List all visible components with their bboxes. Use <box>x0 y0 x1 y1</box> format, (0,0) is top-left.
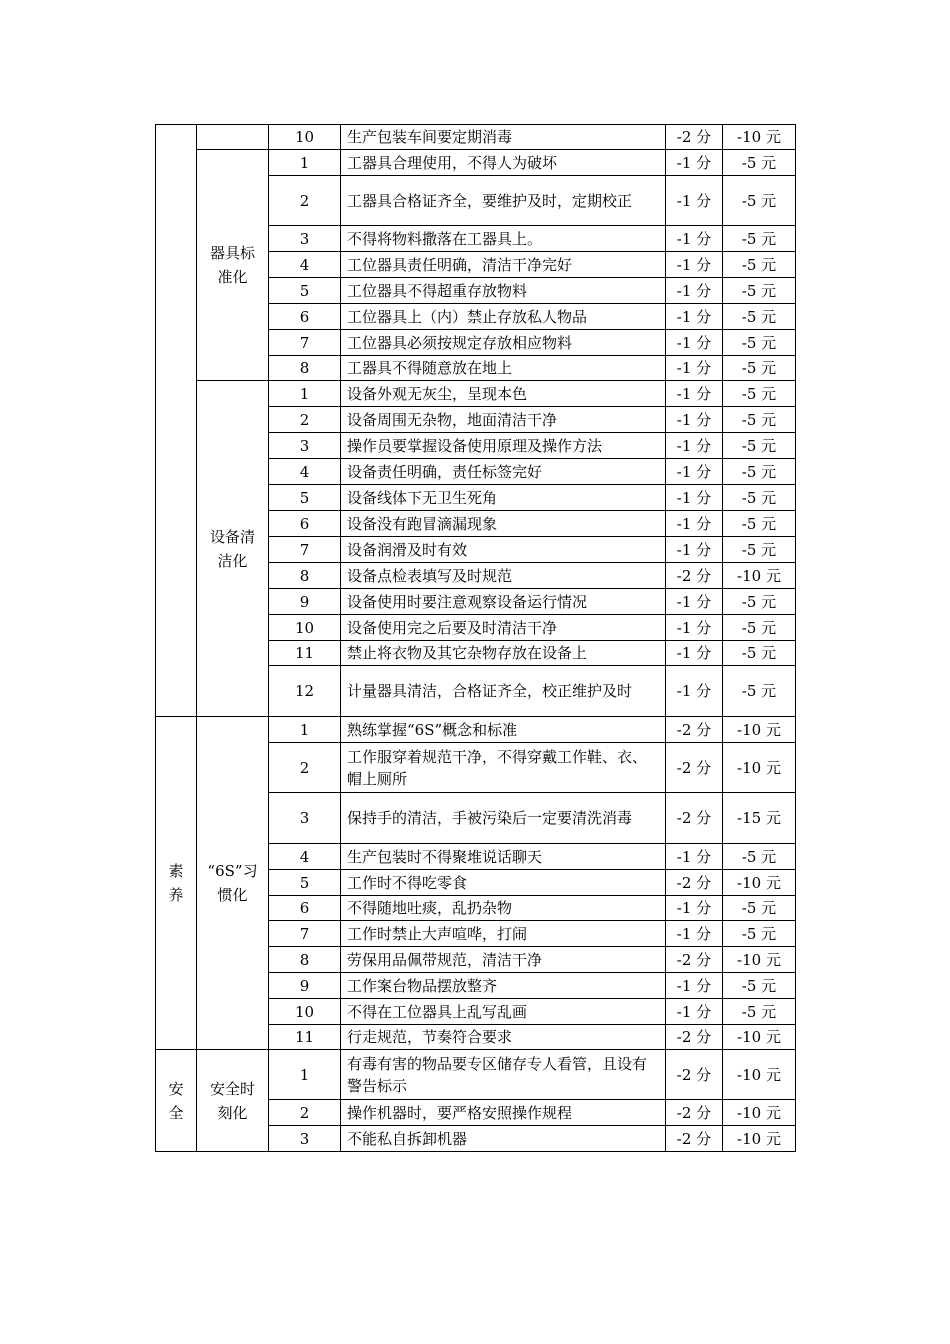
item-number: 6 <box>269 304 341 330</box>
penalty-fine: -5 元 <box>723 973 796 999</box>
item-content: 工器具不得随意放在地上 <box>341 356 666 381</box>
item-number: 8 <box>269 947 341 973</box>
penalty-fine: -5 元 <box>723 511 796 537</box>
item-number: 1 <box>269 1050 341 1100</box>
penalty-points: -1 分 <box>666 641 723 666</box>
item-number: 7 <box>269 921 341 947</box>
item-number: 1 <box>269 150 341 176</box>
item-number: 4 <box>269 252 341 278</box>
item-content: 保持手的清洁，手被污染后一定要清洗消毒 <box>341 793 666 844</box>
item-content: 设备周围无杂物，地面清洁干净 <box>341 407 666 433</box>
penalty-points: -1 分 <box>666 304 723 330</box>
item-content: 行走规范，节奏符合要求 <box>341 1025 666 1050</box>
item-content: 生产包装车间要定期消毒 <box>341 125 666 150</box>
item-number: 3 <box>269 1126 341 1152</box>
item-content: 劳保用品佩带规范，清洁干净 <box>341 947 666 973</box>
penalty-fine: -10 元 <box>723 1025 796 1050</box>
penalty-fine: -5 元 <box>723 589 796 615</box>
item-number: 4 <box>269 459 341 485</box>
item-number: 9 <box>269 973 341 999</box>
item-content: 工作案台物品摆放整齐 <box>341 973 666 999</box>
item-content: 工作时禁止大声喧哗，打闹 <box>341 921 666 947</box>
item-content: 设备线体下无卫生死角 <box>341 485 666 511</box>
penalty-points: -1 分 <box>666 433 723 459</box>
item-content: 不能私自拆卸机器 <box>341 1126 666 1152</box>
item-number: 9 <box>269 589 341 615</box>
penalty-points: -1 分 <box>666 407 723 433</box>
penalty-points: -1 分 <box>666 589 723 615</box>
penalty-fine: -5 元 <box>723 407 796 433</box>
penalty-fine: -5 元 <box>723 641 796 666</box>
penalty-fine: -5 元 <box>723 433 796 459</box>
penalty-fine: -5 元 <box>723 150 796 176</box>
item-number: 2 <box>269 743 341 793</box>
item-number: 5 <box>269 278 341 304</box>
item-content: 设备点检表填写及时规范 <box>341 563 666 589</box>
item-content: 禁止将衣物及其它杂物存放在设备上 <box>341 641 666 666</box>
penalty-points: -1 分 <box>666 176 723 226</box>
item-content: 设备使用时要注意观察设备运行情况 <box>341 589 666 615</box>
penalty-points: -1 分 <box>666 356 723 381</box>
item-content: 工位器具责任明确，清洁干净完好 <box>341 252 666 278</box>
subcategory-cell <box>197 1050 269 1152</box>
penalty-points: -2 分 <box>666 1126 723 1152</box>
category-cell <box>156 1050 197 1152</box>
subcategory-label: “6S”习惯化 <box>207 862 258 904</box>
penalty-fine: -5 元 <box>723 252 796 278</box>
item-content: 设备润滑及时有效 <box>341 537 666 563</box>
penalty-fine: -10 元 <box>723 563 796 589</box>
penalty-fine: -5 元 <box>723 921 796 947</box>
penalty-fine: -5 元 <box>723 381 796 407</box>
item-content: 设备责任明确，责任标签完好 <box>341 459 666 485</box>
item-content: 计量器具清洁，合格证齐全，校正维护及时 <box>341 666 666 717</box>
penalty-fine: -10 元 <box>723 743 796 793</box>
penalty-points: -2 分 <box>666 563 723 589</box>
item-content: 不得在工位器具上乱写乱画 <box>341 999 666 1025</box>
item-content: 工作服穿着规范干净，不得穿戴工作鞋、衣、帽上厕所 <box>341 743 666 793</box>
item-number: 11 <box>269 1025 341 1050</box>
penalty-fine: -5 元 <box>723 537 796 563</box>
item-content: 设备没有跑冒滴漏现象 <box>341 511 666 537</box>
penalty-points: -2 分 <box>666 125 723 150</box>
penalty-fine: -5 元 <box>723 896 796 921</box>
subcategory-label: 安全时刻化 <box>209 1079 255 1122</box>
subcategory-cell <box>197 717 269 1050</box>
penalty-fine: -5 元 <box>723 176 796 226</box>
penalty-points: -2 分 <box>666 743 723 793</box>
item-number: 12 <box>269 666 341 717</box>
penalty-points: -1 分 <box>666 537 723 563</box>
penalty-fine: -10 元 <box>723 125 796 150</box>
penalty-fine: -15 元 <box>723 793 796 844</box>
penalty-points: -1 分 <box>666 459 723 485</box>
item-content: 操作机器时，要严格安照操作规程 <box>341 1100 666 1126</box>
table-row <box>156 717 796 743</box>
item-number: 2 <box>269 407 341 433</box>
penalty-fine: -10 元 <box>723 1126 796 1152</box>
penalty-points: -2 分 <box>666 1025 723 1050</box>
penalty-fine: -10 元 <box>723 717 796 743</box>
penalty-fine: -5 元 <box>723 330 796 356</box>
penalty-points: -1 分 <box>666 844 723 870</box>
category-cell <box>156 125 197 717</box>
item-number: 3 <box>269 433 341 459</box>
penalty-fine: -10 元 <box>723 947 796 973</box>
item-content: 有毒有害的物品要专区储存专人看管，且设有警告标示 <box>341 1050 666 1100</box>
penalty-points: -1 分 <box>666 921 723 947</box>
penalty-points: -2 分 <box>666 1050 723 1100</box>
subcategory-cell <box>197 381 269 717</box>
item-number: 2 <box>269 176 341 226</box>
item-content: 不得随地吐痰，乱扔杂物 <box>341 896 666 921</box>
item-content: 工作时不得吃零食 <box>341 870 666 896</box>
penalty-points: -1 分 <box>666 485 723 511</box>
penalty-fine: -5 元 <box>723 356 796 381</box>
penalty-fine: -5 元 <box>723 999 796 1025</box>
item-number: 10 <box>269 125 341 150</box>
subcategory-label: 器具标准化 <box>209 244 255 286</box>
item-number: 3 <box>269 793 341 844</box>
category-label: 安全 <box>168 1079 184 1122</box>
penalty-fine: -5 元 <box>723 226 796 252</box>
penalty-fine: -5 元 <box>723 844 796 870</box>
item-content: 设备使用完之后要及时清洁干净 <box>341 615 666 641</box>
table-row <box>156 1050 796 1100</box>
penalty-points: -1 分 <box>666 999 723 1025</box>
item-content: 工位器具不得超重存放物料 <box>341 278 666 304</box>
item-content: 设备外观无灰尘，呈现本色 <box>341 381 666 407</box>
item-number: 6 <box>269 511 341 537</box>
rules-table-body <box>156 125 796 1152</box>
item-content: 生产包装时不得聚堆说话聊天 <box>341 844 666 870</box>
item-number: 1 <box>269 717 341 743</box>
penalty-fine: -5 元 <box>723 304 796 330</box>
item-content: 熟练掌握“6S”概念和标准 <box>341 717 666 743</box>
penalty-points: -1 分 <box>666 666 723 717</box>
item-content: 工器具合格证齐全，要维护及时，定期校正 <box>341 176 666 226</box>
penalty-points: -1 分 <box>666 381 723 407</box>
subcategory-label: 设备清洁化 <box>209 527 255 570</box>
item-number: 11 <box>269 641 341 666</box>
penalty-points: -2 分 <box>666 947 723 973</box>
penalty-points: -1 分 <box>666 615 723 641</box>
penalty-points: -1 分 <box>666 511 723 537</box>
penalty-fine: -5 元 <box>723 485 796 511</box>
penalty-points: -2 分 <box>666 793 723 844</box>
item-content: 工位器具上（内）禁止存放私人物品 <box>341 304 666 330</box>
penalty-points: -2 分 <box>666 717 723 743</box>
penalty-fine: -5 元 <box>723 459 796 485</box>
penalty-points: -2 分 <box>666 1100 723 1126</box>
item-number: 5 <box>269 485 341 511</box>
penalty-points: -1 分 <box>666 252 723 278</box>
item-number: 10 <box>269 615 341 641</box>
item-number: 8 <box>269 356 341 381</box>
item-number: 1 <box>269 381 341 407</box>
category-cell <box>156 717 197 1050</box>
item-number: 2 <box>269 1100 341 1126</box>
item-number: 7 <box>269 537 341 563</box>
penalty-fine: -10 元 <box>723 870 796 896</box>
penalty-fine: -5 元 <box>723 666 796 717</box>
penalty-points: -1 分 <box>666 896 723 921</box>
item-content: 不得将物料撒落在工器具上。 <box>341 226 666 252</box>
item-number: 3 <box>269 226 341 252</box>
item-number: 6 <box>269 896 341 921</box>
rules-table <box>155 124 796 1152</box>
item-content: 工位器具必须按规定存放相应物料 <box>341 330 666 356</box>
subcategory-cell <box>197 125 269 150</box>
subcategory-cell <box>197 150 269 381</box>
penalty-points: -1 分 <box>666 226 723 252</box>
item-content: 操作员要掌握设备使用原理及操作方法 <box>341 433 666 459</box>
penalty-points: -1 分 <box>666 278 723 304</box>
item-number: 10 <box>269 999 341 1025</box>
penalty-points: -1 分 <box>666 973 723 999</box>
table-row <box>156 125 796 150</box>
penalty-points: -1 分 <box>666 150 723 176</box>
item-number: 5 <box>269 870 341 896</box>
table-row <box>156 381 796 407</box>
penalty-points: -1 分 <box>666 330 723 356</box>
item-number: 8 <box>269 563 341 589</box>
category-label: 素养 <box>168 862 184 904</box>
item-content: 工器具合理使用，不得人为破坏 <box>341 150 666 176</box>
penalty-points: -2 分 <box>666 870 723 896</box>
item-number: 4 <box>269 844 341 870</box>
penalty-fine: -5 元 <box>723 615 796 641</box>
item-number: 7 <box>269 330 341 356</box>
penalty-fine: -10 元 <box>723 1050 796 1100</box>
penalty-fine: -10 元 <box>723 1100 796 1126</box>
table-row <box>156 150 796 176</box>
penalty-fine: -5 元 <box>723 278 796 304</box>
